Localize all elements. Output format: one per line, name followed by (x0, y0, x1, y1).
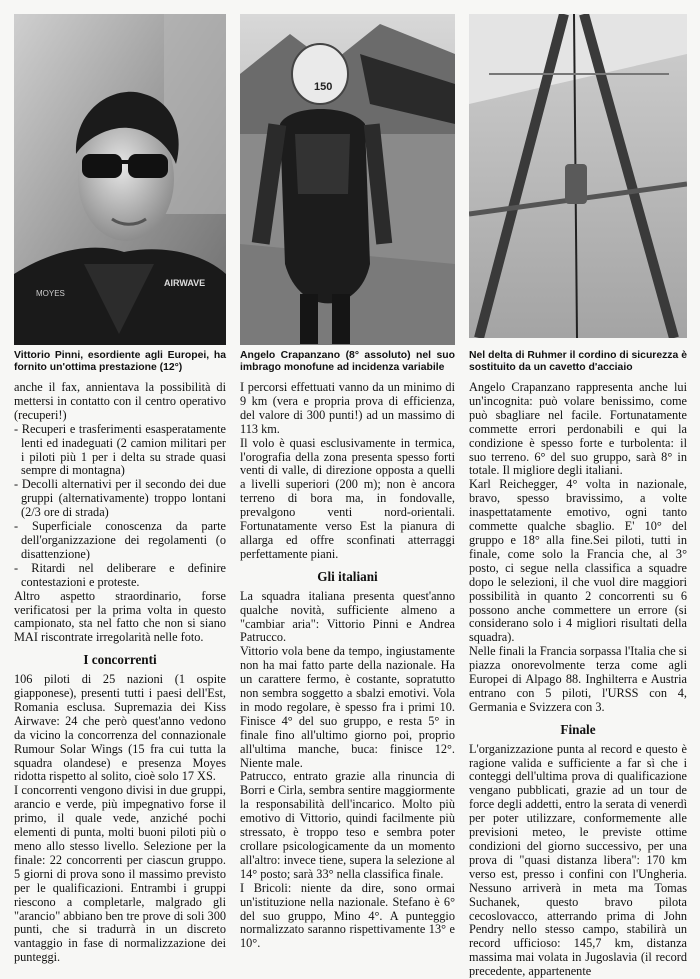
paragraph: Vittorio vola bene da tempo, ingiustamente non ha mai fatto parte della nazionale. Ha un carattere fermo, è costante, sopratutto non sembra soggetto a sbalzi emotivi. Vola in modo regolare, è spesso fra i primi 10. Finisce 4° del suo gruppo, e resta 5° in finale fino all'ultimo giorno poi, proprio all'ultima manche, buca: finisce 12°. Niente male. (240, 644, 455, 770)
helmet-number: 150 (314, 81, 333, 93)
paragraph: anche il fax, annientava la possibilità di mettersi in contatto con il centro operativo (recuperi!) (14, 380, 226, 422)
column-1 (14, 0, 227, 965)
photo-delta-ruhmer (469, 14, 687, 338)
photo-vittorio-pinni (14, 14, 226, 345)
list-item: - Decolli alternativi per il secondo dei due gruppi (alternativamente) troppo lontani (2/3 ore di strada) (14, 478, 226, 520)
paragraph: Il volo è quasi esclusivamente in termica, l'orografia della zona presenta spesso forti venti di valle, di direzione opposta a quelli a livelli superiori (200 m); non è ancora terreno di bora ma, in fondovalle, prevalgono venti nord-orientali. Fortunatamente verso Est la pianura di allarga ed offre sconfinati atterraggi perfettamente piani. (240, 435, 455, 561)
paragraph: I Bricoli: niente da dire, sono ormai un'istituzione nella nazionale. Stefano è 6° del suo gruppo, Mino 4°. A punteggio normalizzato saranno rispettivamente 13° e 10°. (240, 880, 455, 951)
pilot-harness-image (240, 14, 455, 345)
hang-glider-frame-image (469, 14, 687, 338)
paragraph: Nelle finali la Francia sorpassa l'Italia che si piazza onorevolmente terza come agli Europei di Alpago 88. Inghilterra e Austria entrano con 5 piloti, l'URSS con 4, Germania e Svizzera con 3. (469, 644, 687, 714)
list-item: - Recuperi e trasferimenti esasperatamente lenti ed inadeguati (2 camion militari per i piloti più 1 per i delta su strade quasi sempre di montagna) (14, 423, 226, 479)
paragraph: Altro aspetto straordinario, forse verificatosi per la prima volta in questo campionato, sta nel fatto che non si siano MAI riscontrate irregolarità nelle foto. (14, 588, 226, 645)
photo-angelo-crapanzano (240, 14, 455, 345)
paragraph: Patrucco, entrato grazie alla rinuncia di Borri e Cirla, sembra sentire maggiormente la responsabilità dell'incarico. Molto più emotivo di Vittorio, quindi facilmente più stressato, è troppo teso e sembra poter crollare psicologicamente da un momento all'altro: invece tiene, supera la selezione al 14° posto; sarà 33° nella classifica finale. (240, 769, 455, 881)
photo-caption-delta: Nel delta di Ruhmer il cordino di sicurezza è sostituito da un cavetto d'acciaio (469, 350, 687, 374)
section-heading-italiani: Gli italiani (317, 568, 378, 584)
paragraph: La squadra italiana presenta quest'anno qualche novità, sufficiente almeno a "cambiar aria": Vittorio Pinni e Andrea Patrucco. (240, 588, 455, 645)
article-text-col3 (469, 381, 687, 979)
paragraph: I concorrenti vengono divisi in due gruppi, arancio e verde, più impegnativo forse il primo, il quale vede, anziché pochi elementi di punta, molti buoni piloti più o meno allo stesso livello. Selezione per la finale: 22 concorrenti per ciascun gruppo. 5 giorni di prova sono il massimo previsto per le qualificazioni. Entrambi i gruppi riescono a completarle, malgrado gli "arancio" abbiano ben tre prove di soli 300 punti, che si tradurrà in un discreto vantaggio in fase di normalizzazione dei punteggi. (14, 783, 226, 965)
pilot-portrait-image (14, 14, 226, 345)
list-item: - Superficiale conoscenza da parte dell'organizzazione dei regolamenti (o disattenzione) (14, 520, 226, 562)
paragraph: Angelo Crapanzano rappresenta anche lui un'incognita: può volare benissimo, come può sbagliare nel facile. Fortunatamente commette errori perdonabili e qui la condizione è spesso forte e turbolenta: il suo terreno. 6° del suo gruppo, sarà 8° in totale. Il migliore degli italiani. (469, 380, 687, 478)
article-text-col1 (14, 381, 226, 965)
paragraph: 106 piloti di 25 nazioni (1 ospite giapponese), presenti tutti i paesi dell'Est, Romania esclusa. Supremazia dei Kiss Airwave: 24 che però quest'anno vedono da vicino la concorrenza del connazionale Rumour Solar Wings (15 fra cui tutta la squadra olandese) e presenza Moyes ridotta rispetto al solito, cioè solo 17 XS. (14, 672, 226, 784)
photo-caption-pinni: Vittorio Pinni, esordiente agli Europei, ha fornito un'ottima prestazione (12°) (14, 350, 226, 374)
svg-text:AIRWAVE: AIRWAVE (164, 278, 206, 288)
list-item: - Ritardi nel deliberare e definire contestazioni e proteste. (14, 562, 226, 590)
column-3 (469, 0, 687, 979)
paragraph: Karl Reichegger, 4° volta in nazionale, bravo, spesso bravissimo, a volte inaspettatamente emotivo, ogni tanto commette qualche sbaglio. E' 10° del gruppo e 18° alla fine.Sei piloti, tutti in finale, come solo la Francia che, al 3° posto, ci segue nella classifica a squadre dopo le selezioni, il che vuol dire maggiori possibilità in quanto 2 concorrenti su 6 possono anche commettere un errore (si considerano solo i 4 migliori risultati della squadra). (469, 477, 687, 645)
paragraph: I percorsi effettuati vanno da un minimo di 9 km (vera e propria prova di efficienza, del valore di 300 punti!) ad un massimo di 113 km. (240, 380, 455, 436)
photo-caption-crapanzano: Angelo Crapanzano (8° assoluto) nel suo imbrago monofune ad incidenza variabile (240, 350, 455, 374)
svg-text:MOYES: MOYES (36, 289, 65, 298)
section-heading-finale: Finale (560, 721, 596, 737)
column-2 (240, 0, 455, 951)
paragraph: L'organizzazione punta al record e questo è ragione valida e sufficiente a far sì che i conteggi dell'ultima prova di qualificazione vengano pubblicati, grazie ad un tour de force degli addetti, entro la serata di venerdì per poter utilizzare, conformemente alle previsioni meteo, le previste ottime condizioni del giorno successivo, per una prova di "quasi distanza libera": 170 km verso est, presso i confini con l'Ungheria. Nessuno arriverà in meta ma Tomas Suchanek, questo bravo pilota cecoslovacco, atterrando prima di John Pendry nello stesso campo, stabilirà un record ufficioso: 145,7 km, distanza massima mai volata in Jugoslavia (il record precedente, appartenente (469, 741, 687, 979)
section-heading-concorrenti: I concorrenti (83, 652, 157, 668)
article-text-col2 (240, 381, 455, 951)
